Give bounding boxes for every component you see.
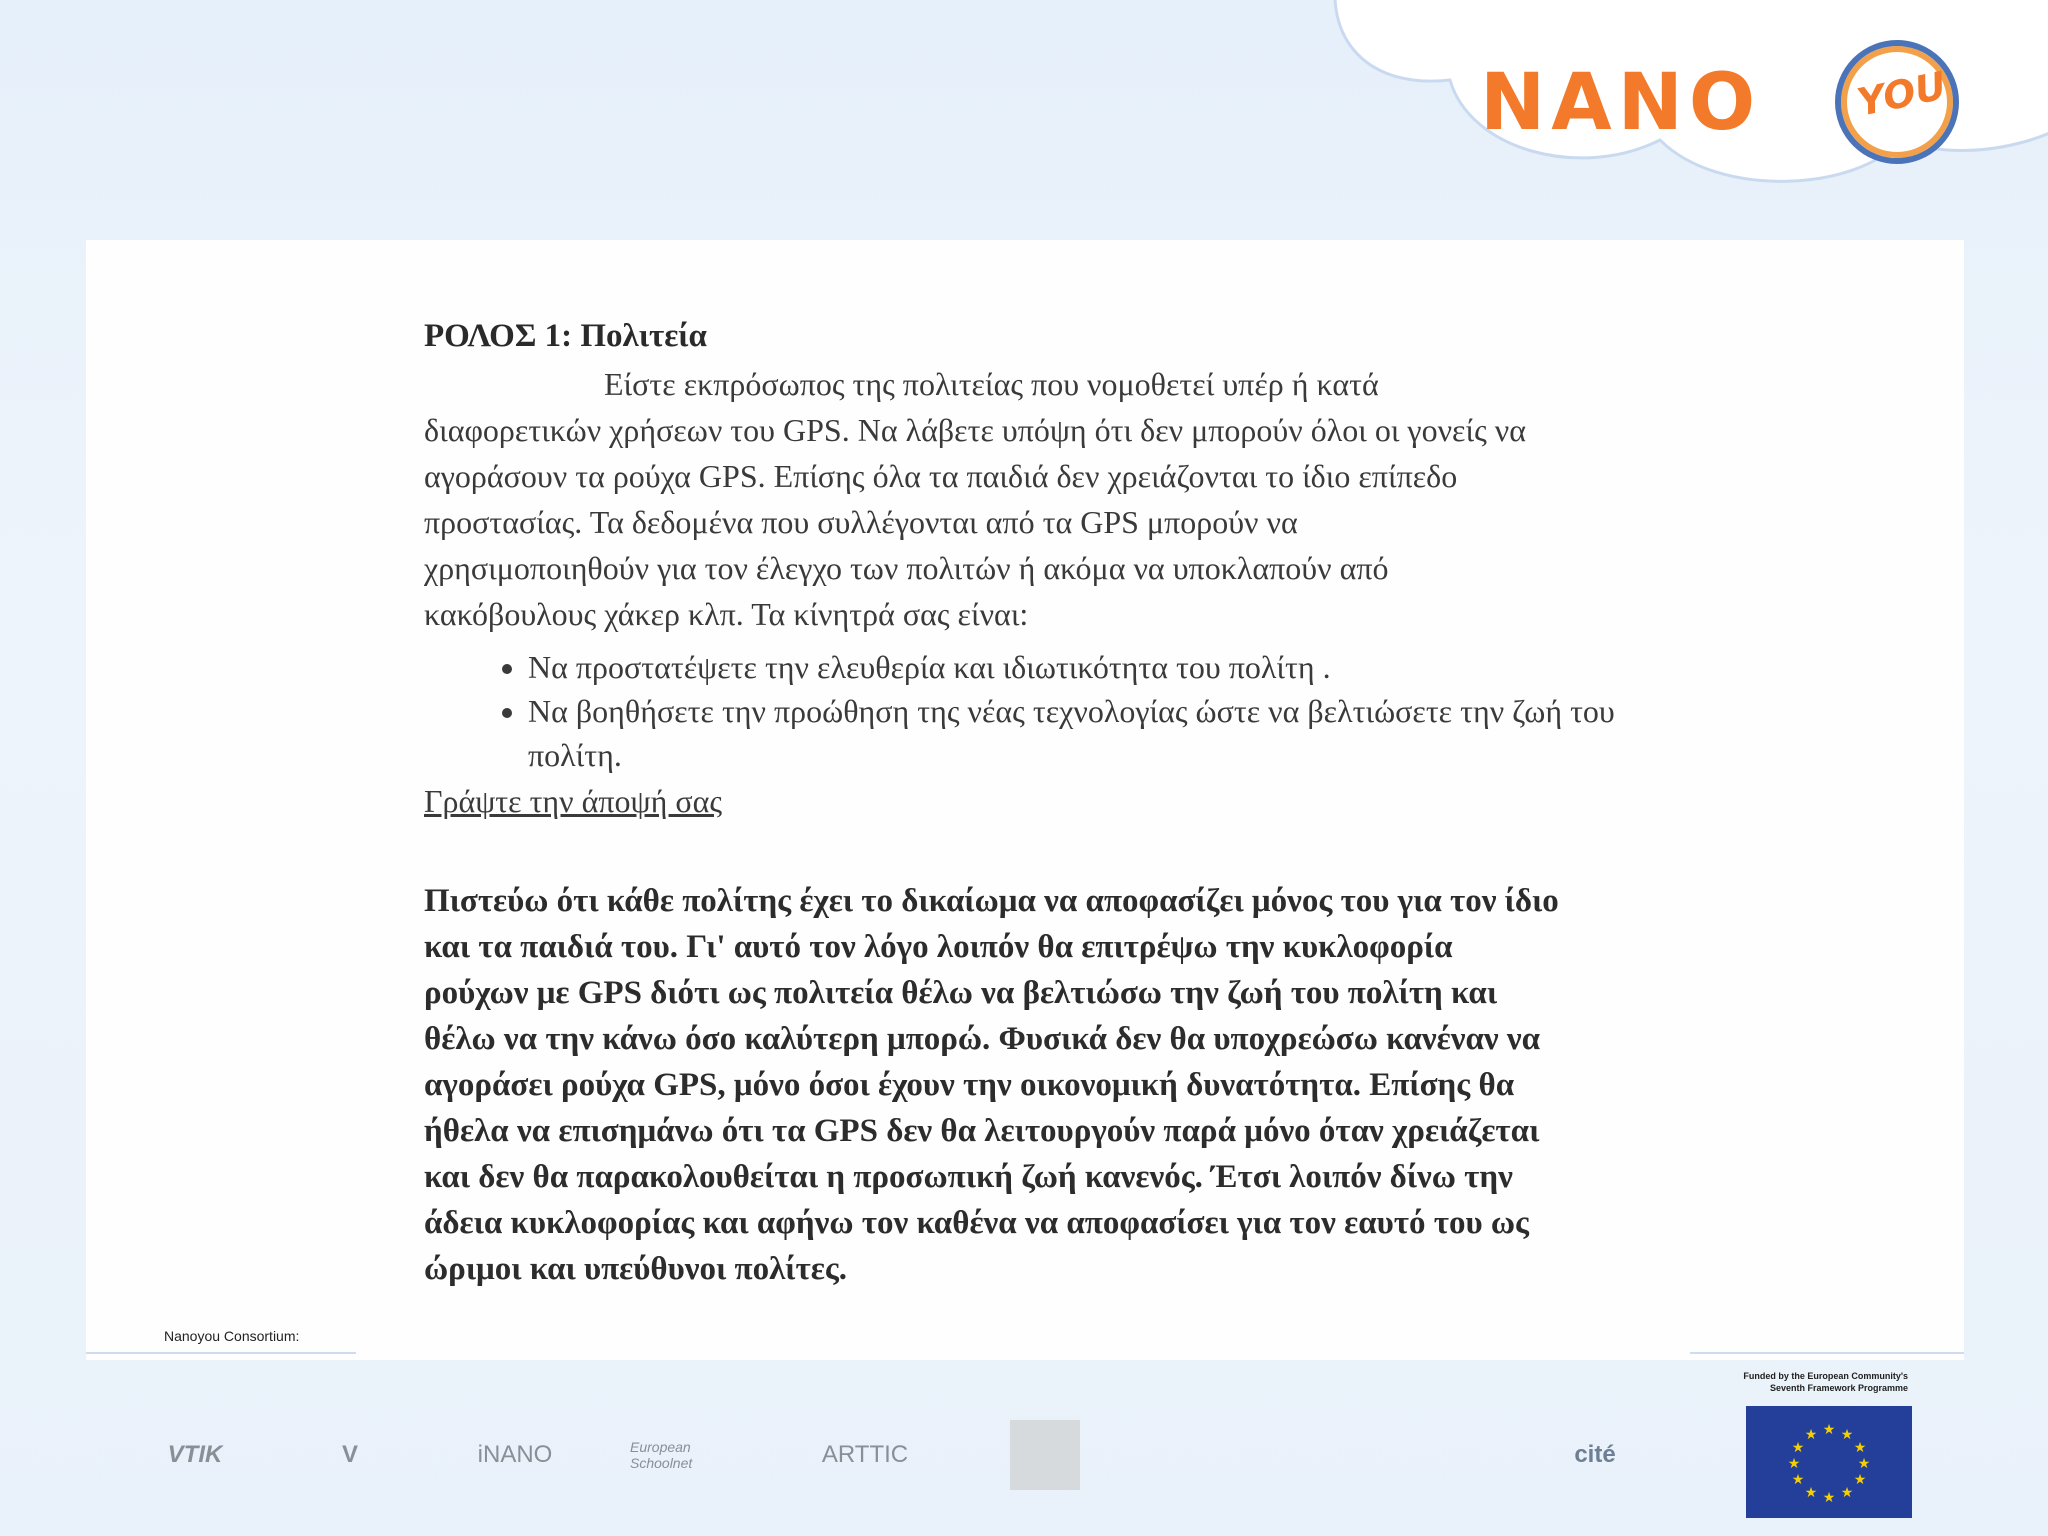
answer-line: ρούχων με GPS διότι ως πολιτεία θέλω να βελτιώσω την ζωή του πολίτη και — [424, 975, 1498, 1011]
partner-logo-7 — [1180, 1420, 1260, 1490]
eu-flag-icon — [1746, 1406, 1912, 1518]
consortium-label: Nanoyou Consortium: — [164, 1328, 300, 1344]
intro-line: προστασίας. Τα δεδομένα που συλλέγονται από τα GPS μπορούν να — [424, 504, 1298, 540]
svg-text:★: ★ — [1804, 1427, 1818, 1443]
intro-paragraph — [424, 361, 1624, 637]
answer-paragraph — [424, 878, 1624, 1292]
role-title: ΡΟΛΟΣ 1: Πολιτεία — [424, 318, 707, 354]
partner-logo-v: V — [341, 1441, 358, 1468]
svg-text:★: ★ — [1840, 1427, 1854, 1443]
intro-line: κακόβουλους χάκερ κλπ. Τα κίνητρά σας είναι: — [424, 596, 1029, 632]
write-opinion-link[interactable]: Γράψτε την άποψή σας — [424, 783, 722, 819]
funding-line: Seventh Framework Programme — [1769, 1383, 1908, 1393]
footer-divider — [86, 1352, 356, 1354]
motive-item: • Να προστατέψετε την ελευθερία και ιδιωτικότητα του πολίτη . — [528, 645, 1624, 689]
scanned-document — [424, 318, 1624, 1292]
motives-list — [424, 645, 1624, 777]
logo-badge-text: YOU — [1853, 63, 1950, 125]
funding-statement — [1718, 1370, 1908, 1394]
svg-text:★: ★ — [1787, 1456, 1801, 1472]
partner-logos — [140, 1420, 1680, 1510]
partner-logo-cite: cité — [1574, 1441, 1616, 1468]
svg-text:★: ★ — [1804, 1485, 1818, 1501]
svg-text:★: ★ — [1822, 1422, 1836, 1438]
intro-line: αγοράσουν τα ρούχα GPS. Επίσης όλα τα παιδιά δεν χρειάζονται το ίδιο επίπεδο — [424, 458, 1458, 494]
intro-line: διαφορετικών χρήσεων του GPS. Να λάβετε υπόψη ότι δεν μπορούν όλοι οι γονείς να — [424, 412, 1526, 448]
answer-line: και δεν θα παρακολουθείται η προσωπική ζωή κανενός. Έτσι λοιπόν δίνω την — [424, 1159, 1513, 1195]
logo-badge — [1835, 40, 1959, 164]
partner-logo-european-schoolnet: European Schoolnet — [630, 1439, 693, 1471]
answer-line: άδεια κυκλοφορίας και αφήνω τον καθένα να αποφασίσει για τον εαυτό του ως — [424, 1205, 1529, 1241]
svg-text:★: ★ — [1791, 1472, 1805, 1488]
svg-text:★: ★ — [1853, 1472, 1867, 1488]
nanoyou-logo — [1480, 40, 2000, 170]
answer-line: αγοράσει ρούχα GPS, μόνο όσοι έχουν την οικονομική δυνατότητα. Επίσης θα — [424, 1067, 1515, 1103]
partner-logo-inano: iNANO — [477, 1441, 553, 1468]
answer-line: Πιστεύω ότι κάθε πολίτης έχει το δικαίωμα να αποφασίζει μόνος του για τον ίδιο — [424, 883, 1559, 919]
svg-text:★: ★ — [1791, 1440, 1805, 1456]
footer-divider — [1690, 1352, 1964, 1354]
funding-line: Funded by the European Community's — [1743, 1371, 1908, 1381]
intro-line: Είστε εκπρόσωπος της πολιτείας που νομοθετεί υπέρ ή κατά — [604, 366, 1379, 402]
svg-text:★: ★ — [1857, 1456, 1871, 1472]
motive-item: • Να βοηθήσετε την προώθηση της νέας τεχνολογίας ώστε να βελτιώσετε την ζωή του πολίτη. — [528, 689, 1624, 777]
answer-line: ήθελα να επισημάνω ότι τα GPS δεν θα λειτουργούν παρά μόνο όταν χρειάζεται — [424, 1113, 1540, 1149]
answer-line: ώριμοι και υπεύθυνοι πολίτες. — [424, 1251, 847, 1287]
partner-logo-8 — [1365, 1420, 1485, 1490]
svg-text:★: ★ — [1853, 1440, 1867, 1456]
answer-line: και τα παιδιά του. Γι' αυτό τον λόγο λοιπόν θα επιτρέψω την κυκλοφορία — [424, 929, 1453, 965]
svg-text:★: ★ — [1822, 1490, 1836, 1506]
logo-text: NANO — [1480, 58, 1762, 148]
intro-line: χρησιμοποιηθούν για τον έλεγχο των πολιτών ή ακόμα να υποκλαπούν από — [424, 550, 1389, 586]
svg-text:★: ★ — [1840, 1485, 1854, 1501]
partner-logo-vtik: VTIK — [167, 1441, 223, 1468]
partner-logo-6 — [1010, 1420, 1080, 1490]
partner-logo-arttic: ARTTIC — [821, 1441, 909, 1468]
answer-line: θέλω να την κάνω όσο καλύτερη μπορώ. Φυσικά δεν θα υποχρεώσω κανέναν να — [424, 1021, 1541, 1057]
